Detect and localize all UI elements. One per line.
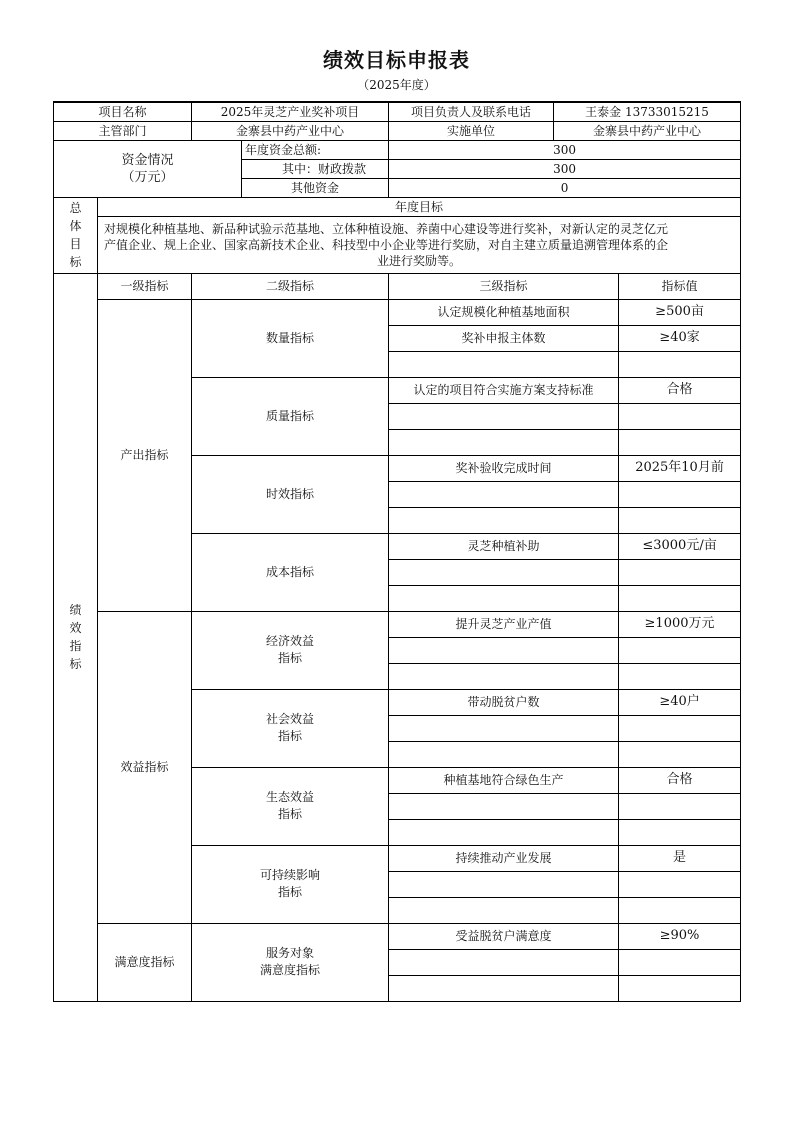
level3-value [619,351,741,377]
level3-value: ≥1000万元 [619,611,741,637]
level3-name: 带动脱贫户数 [389,689,619,715]
overall-char: 标 [69,255,82,269]
level3-value [619,663,741,689]
level3-name [389,585,619,611]
level3-value: 2025年10月前 [619,455,741,481]
indicator-char: 绩 [69,603,82,617]
impl-label: 实施单位 [389,121,554,140]
level3-name [389,819,619,845]
level3-name: 奖补验收完成时间 [389,455,619,481]
annual-goal-text [98,216,741,273]
level3-name: 认定规模化种植基地面积 [389,299,619,325]
funds-label-line1: 资金情况 [121,152,174,168]
level3-name [389,637,619,663]
level3-value [619,975,741,1001]
level3-value: ≥90% [619,923,741,949]
funds-total-label: 年度资金总额: [242,140,389,159]
level3-value: 是 [619,845,741,871]
level2-cost: 成本指标 [192,533,389,611]
overall-char: 目 [69,237,82,251]
level3-value: 合格 [619,377,741,403]
project-name-label: 项目名称 [54,102,192,121]
level2-line: 指标 [278,651,303,665]
goal-line: 产值企业、规上企业、国家高新技术企业、科技型中小企业等进行奖励，对自主建立质量追溯管理体系的企 [104,237,669,252]
contact-label: 项目负责人及联系电话 [389,102,554,121]
level3-name: 受益脱贫户满意度 [389,923,619,949]
overall-char: 体 [69,219,82,233]
level3-value [619,559,741,585]
level3-value: ≥40户 [619,689,741,715]
goal-line: 对规模化种植基地、新品种试验示范基地、立体种植设施、养菌中心建设等进行奖补，对新认定的灵芝亿元 [104,221,669,236]
level3-value [619,429,741,455]
col-header-value: 指标值 [619,273,741,299]
level3-name: 认定的项目符合实施方案支持标准 [389,377,619,403]
level3-value: 合格 [619,767,741,793]
indicator-char: 指 [69,639,82,653]
level2-line: 社会效益 [266,712,315,726]
level3-name [389,871,619,897]
level3-value [619,949,741,975]
col-header-level2: 二级指标 [192,273,389,299]
goal-line: 业进行奖励等。 [377,253,462,268]
level3-name [389,351,619,377]
indicator-char: 效 [69,621,82,635]
performance-indicators-label [54,273,98,1001]
level1-satisfaction: 满意度指标 [98,923,192,1001]
level2-sustainability [192,845,389,923]
level3-name [389,507,619,533]
level3-name [389,481,619,507]
level3-name [389,559,619,585]
level3-value [619,481,741,507]
indicator-char: 标 [69,657,82,671]
dept-label: 主管部门 [54,121,192,140]
level3-value [619,897,741,923]
level2-line: 生态效益 [266,790,315,804]
funds-fiscal-value: 300 [389,159,741,178]
level2-line: 满意度指标 [260,963,321,977]
performance-target-table [53,101,741,1002]
level2-quantity: 数量指标 [192,299,389,377]
level2-line: 服务对象 [266,946,315,960]
level3-name [389,975,619,1001]
level3-name: 提升灵芝产业产值 [389,611,619,637]
level1-output: 产出指标 [98,299,192,611]
level3-value: ≤3000元/亩 [619,533,741,559]
level3-name: 种植基地符合绿色生产 [389,767,619,793]
level2-line: 指标 [278,729,303,743]
level2-quality: 质量指标 [192,377,389,455]
level3-name: 持续推动产业发展 [389,845,619,871]
level3-name [389,715,619,741]
level1-benefit: 效益指标 [98,611,192,923]
funds-label-line2: （万元） [121,169,174,185]
funds-label [54,140,242,197]
level3-value [619,403,741,429]
col-header-level3: 三级指标 [389,273,619,299]
level3-value [619,741,741,767]
level2-timeliness: 时效指标 [192,455,389,533]
page-subtitle: （2025年度） [357,78,436,92]
level2-line: 指标 [278,807,303,821]
contact-value: 王泰金 13733015215 [554,102,741,121]
funds-other-label: 其他资金 [242,178,389,197]
overall-goal-label [54,197,98,273]
level2-social [192,689,389,767]
level3-name [389,897,619,923]
project-name-value: 2025年灵芝产业奖补项目 [192,102,389,121]
level3-name: 灵芝种植补助 [389,533,619,559]
level3-value [619,819,741,845]
level2-service-satisfaction [192,923,389,1001]
level3-name: 奖补申报主体数 [389,325,619,351]
level3-value: ≥500亩 [619,299,741,325]
level3-name [389,403,619,429]
level3-name [389,741,619,767]
level3-value: ≥40家 [619,325,741,351]
level2-line: 可持续影响 [260,868,321,882]
col-header-level1: 一级指标 [98,273,192,299]
funds-other-value: 0 [389,178,741,197]
level3-value [619,715,741,741]
level3-name [389,429,619,455]
level3-value [619,507,741,533]
funds-total-value: 300 [389,140,741,159]
level2-line: 经济效益 [266,634,315,648]
level2-ecological [192,767,389,845]
level3-name [389,663,619,689]
level3-value [619,793,741,819]
overall-char: 总 [69,201,82,215]
level3-value [619,871,741,897]
dept-value: 金寨县中药产业中心 [192,121,389,140]
level3-value [619,637,741,663]
impl-value: 金寨县中药产业中心 [554,121,741,140]
funds-fiscal-label: 其中：财政拨款 [242,159,389,178]
level2-line: 指标 [278,885,303,899]
annual-goal-label: 年度目标 [98,197,741,216]
level3-name [389,949,619,975]
level3-name [389,793,619,819]
page-title: 绩效目标申报表 [323,48,470,72]
level3-value [619,585,741,611]
level2-economic [192,611,389,689]
